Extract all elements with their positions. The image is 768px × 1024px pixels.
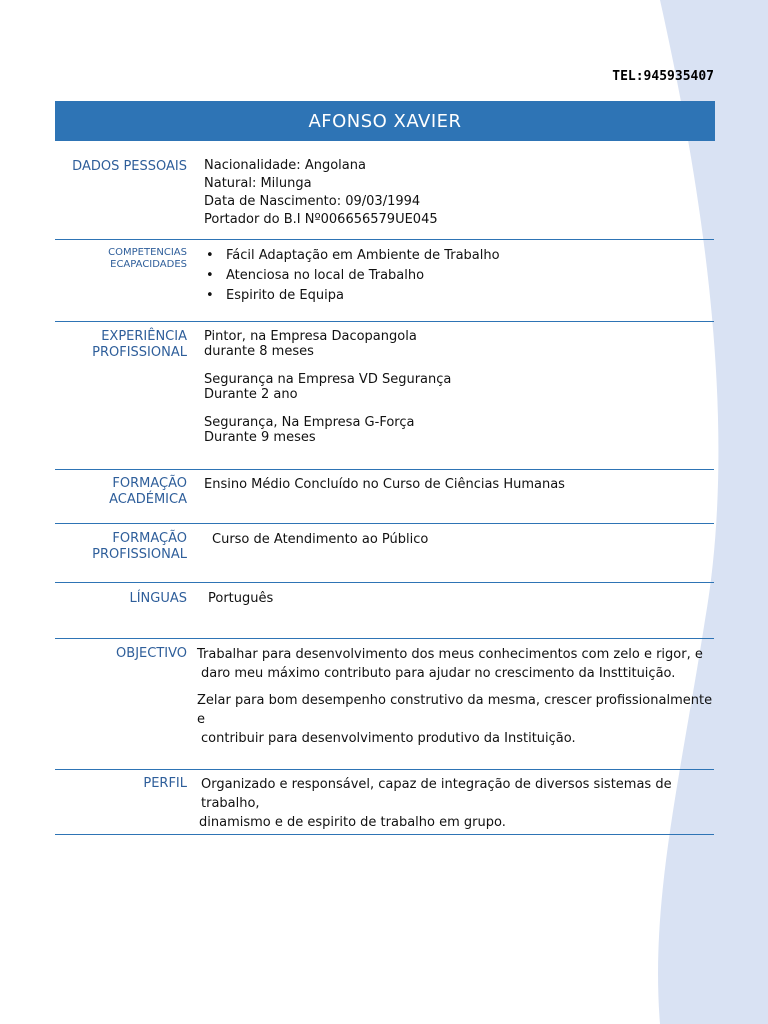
objective-paragraph: [197, 645, 717, 683]
experience-duration: Durante 9 meses: [204, 430, 316, 445]
divider: [55, 321, 714, 322]
paragraph-line: daro meu máximo contributo para ajudar no crescimento da Insttituição.: [201, 666, 676, 681]
section-label: LÍNGUAS: [129, 591, 187, 606]
label-line: COMPETENCIAS: [108, 247, 187, 258]
experience-title: Segurança na Empresa VD Segurança: [204, 372, 452, 387]
label-line: FORMAÇÃO: [112, 476, 187, 491]
birth-date: Data de Nascimento: 09/03/1994: [204, 194, 421, 209]
experience-item: [204, 329, 724, 359]
section-content: [204, 329, 724, 458]
objective-paragraph: [197, 691, 717, 748]
id-number: Portador do B.I Nº006656579UE045: [204, 212, 438, 227]
divider: [55, 769, 714, 770]
section-label: [55, 531, 187, 563]
name-banner: [55, 101, 715, 141]
divider: [55, 834, 714, 835]
section-content: [204, 246, 724, 306]
list-item: • Atenciosa no local de Trabalho: [226, 266, 724, 286]
divider: [55, 469, 714, 470]
training-text: Curso de Atendimento ao Público: [212, 532, 429, 547]
nationality: Nacionalidade: Angolana: [204, 158, 366, 173]
label-line: FORMAÇÃO: [112, 531, 187, 546]
section-content: [212, 531, 732, 549]
divider: [55, 582, 714, 583]
experience-item: [204, 415, 724, 445]
education-text: Ensino Médio Concluído no Curso de Ciências Humanas: [204, 477, 565, 492]
paragraph-line: Trabalhar para desenvolvimento dos meus conhecimentos com zelo e rigor, e: [197, 647, 703, 662]
paragraph-line: Organizado e responsável, capaz de integração de diversos sistemas de trabalho,: [201, 777, 672, 811]
label-line: ACADÉMICA: [109, 492, 187, 507]
section-content: [208, 590, 728, 608]
section-label: [55, 476, 187, 508]
list-item: • Fácil Adaptação em Ambiente de Trabalho: [226, 246, 724, 266]
section-label: [55, 247, 187, 271]
section-label: [55, 329, 187, 361]
paragraph-line: Zelar para bom desempenho construtivo da mesma, crescer profissionalmente e: [197, 693, 713, 727]
experience-item: [204, 372, 724, 402]
language-text: Português: [208, 591, 274, 606]
divider: [55, 638, 714, 639]
section-label: DADOS PESSOAIS: [72, 159, 187, 174]
birthplace: Natural: Milunga: [204, 176, 312, 191]
section-label: OBJECTIVO: [116, 646, 187, 661]
section-content: [197, 645, 717, 748]
label-line: PROFISSIONAL: [92, 345, 187, 360]
phone-number: TEL:945935407: [612, 69, 714, 84]
experience-duration: durante 8 meses: [204, 344, 314, 359]
paragraph-line: dinamismo e de espirito de trabalho em grupo.: [199, 815, 506, 830]
experience-title: Segurança, Na Empresa G-Força: [204, 415, 415, 430]
divider: [55, 239, 714, 240]
label-line: PROFISSIONAL: [92, 547, 187, 562]
label-line: EXPERIÊNCIA: [101, 329, 187, 344]
candidate-name: AFONSO XAVIER: [308, 110, 462, 132]
section-content: [204, 476, 724, 494]
experience-duration: Durante 2 ano: [204, 387, 298, 402]
profile-paragraph: [201, 775, 721, 832]
competencias-list: [204, 246, 724, 306]
experience-title: Pintor, na Empresa Dacopangola: [204, 329, 417, 344]
section-label: PERFIL: [143, 776, 187, 791]
list-item: • Espirito de Equipa: [226, 286, 724, 306]
section-content: [201, 775, 721, 832]
label-line: ECAPACIDADES: [110, 259, 187, 270]
paragraph-line: contribuir para desenvolvimento produtivo da Instituição.: [201, 731, 576, 746]
section-content: [204, 157, 724, 229]
divider: [55, 523, 714, 524]
